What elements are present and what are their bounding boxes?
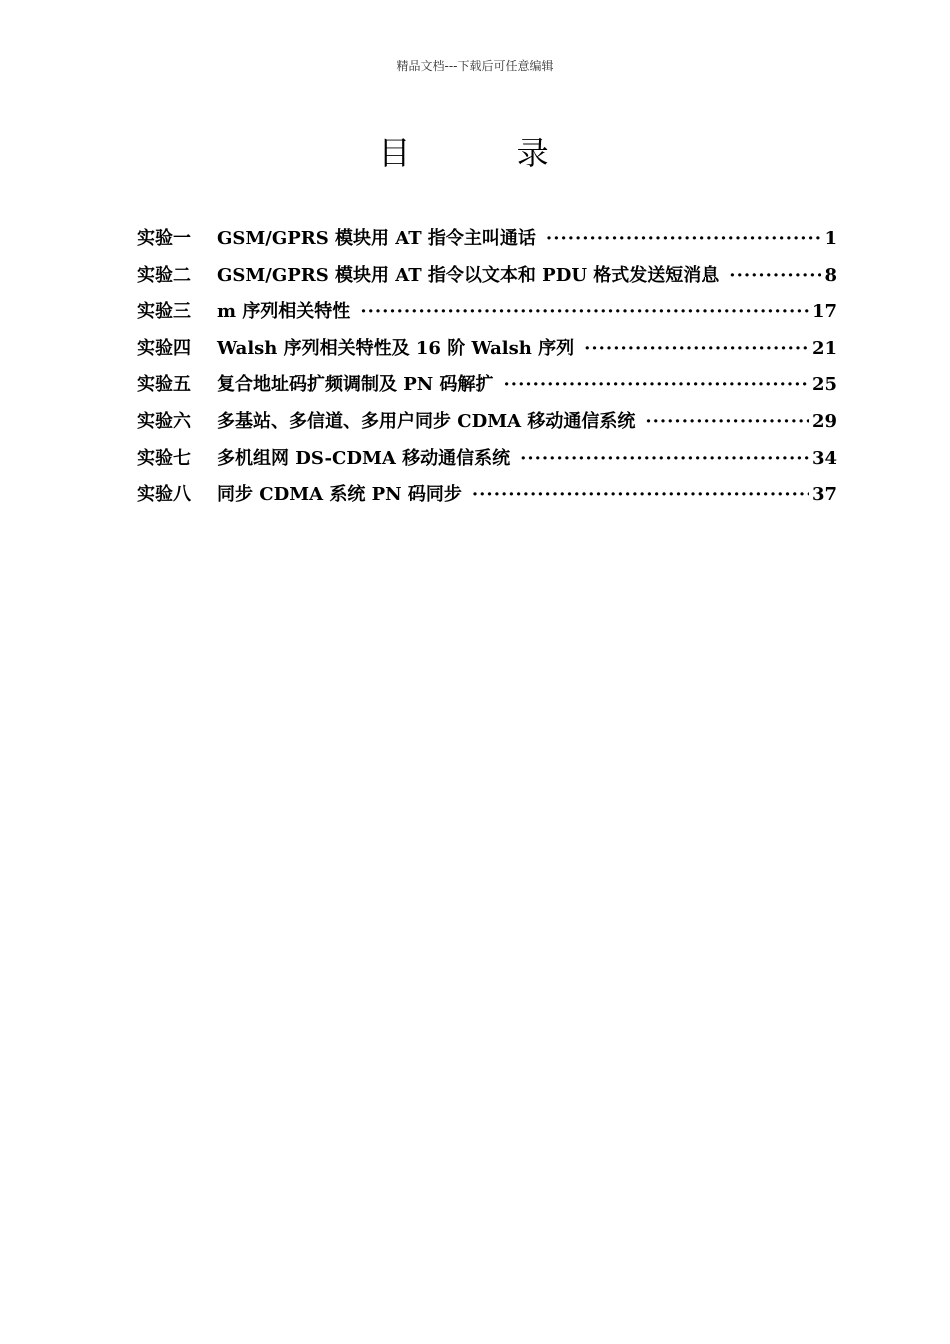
toc-entry-label: 实验三 (137, 301, 191, 323)
toc-entry-label: 实验一 (137, 228, 191, 249)
toc-entry[interactable] (137, 370, 837, 407)
toc-entry[interactable] (137, 407, 837, 444)
toc-dot-leader (360, 301, 809, 322)
toc-entry-label: 实验五 (137, 374, 191, 396)
toc-entry-page: 1 (824, 228, 837, 249)
toc-entry-page: 8 (824, 264, 837, 286)
toc-dot-leader (546, 228, 822, 249)
toc-entry-page: 25 (811, 374, 837, 396)
toc-entry[interactable] (137, 334, 837, 371)
toc-dot-leader (645, 411, 809, 432)
toc-title: 目 录 (378, 134, 597, 172)
toc-dot-leader (520, 448, 809, 469)
toc-entry-title: 多机组网 DS-CDMA 移动通信系统 (217, 447, 511, 469)
toc-entry-title: 同步 CDMA 系统 PN 码同步 (217, 484, 462, 506)
toc-entry[interactable] (137, 297, 837, 334)
toc-entry-title: GSM/GPRS 模块用 AT 指令主叫通话 (217, 228, 536, 249)
toc-entry-label: 实验七 (137, 447, 191, 469)
page-header: 精品文档---下载后可任意编辑 (396, 59, 554, 73)
toc-entry-page: 29 (811, 410, 837, 432)
toc-dot-leader (472, 484, 809, 505)
toc-entry-title: 复合地址码扩频调制及 PN 码解扩 (217, 374, 494, 396)
toc-entry-title: m 序列相关特性 (217, 301, 351, 323)
toc-entry-title: Walsh 序列相关特性及 16 阶 Walsh 序列 (217, 337, 575, 359)
toc-entry[interactable] (137, 261, 837, 298)
toc-entry-label: 实验四 (137, 337, 191, 359)
toc-entry-label: 实验二 (137, 264, 191, 286)
toc-dot-leader (729, 265, 821, 286)
toc-entry[interactable] (137, 224, 837, 261)
toc-entry-title: 多基站、多信道、多用户同步 CDMA 移动通信系统 (217, 410, 636, 432)
toc-entry-page: 37 (811, 484, 837, 506)
toc-dot-leader (584, 338, 809, 359)
toc-entry[interactable] (137, 480, 837, 517)
toc-entry-label: 实验八 (137, 484, 191, 506)
toc-entry-page: 21 (811, 337, 837, 359)
toc-entry[interactable] (137, 444, 837, 481)
toc-entry-label: 实验六 (137, 410, 191, 432)
toc-entry-page: 17 (811, 301, 837, 323)
toc-entry-title: GSM/GPRS 模块用 AT 指令以文本和 PDU 格式发送短消息 (217, 264, 720, 286)
toc-entry-page: 34 (811, 447, 837, 469)
toc-dot-leader (504, 374, 809, 395)
table-of-contents (137, 224, 837, 517)
